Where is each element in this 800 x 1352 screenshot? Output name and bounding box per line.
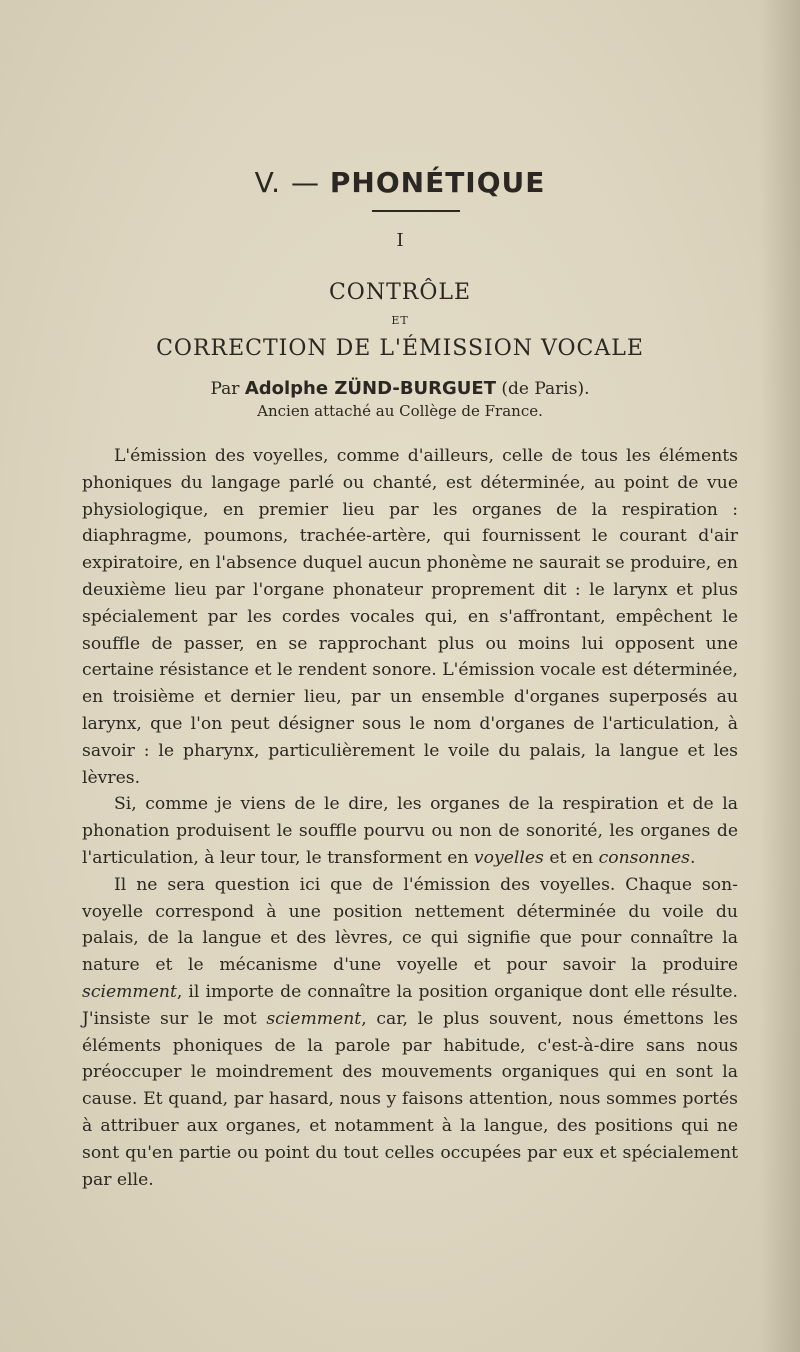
- term-sciemment-2: sciemment: [266, 1008, 362, 1029]
- paragraph-3-text-a: Il ne sera question ici que de l'émission des voyelles. Chaque son-voyelle correspond à une position nettement déterminée du voile du palais, de la langue et des lèvres, ce qui signifie que pour connaître la nature et le mécanisme d'une voyelle et pour savoir la produire: [82, 874, 738, 976]
- paragraph-3: [82, 872, 738, 1194]
- paragraph-2-text-a: Si, comme je viens de le dire, les organes de la respiration et de la phonation produisent le souffle pourvu ou non de sonorité, les organes de l'articulation, à leur tour, le transforment en: [82, 794, 738, 868]
- article-title-connector: ET: [391, 314, 409, 327]
- paragraph-3-text-b: , il importe de connaître la position organique dont elle résulte. J'insiste sur le mot: [82, 981, 738, 1029]
- term-voyelles: voyelles: [473, 847, 544, 868]
- byline: [0, 378, 800, 399]
- byline-suffix: (de Paris).: [501, 379, 590, 399]
- byline-prefix: Par: [210, 379, 240, 399]
- heading-rule: [372, 210, 460, 212]
- article-body: [82, 443, 738, 1193]
- term-sciemment-1: sciemment: [82, 981, 177, 1002]
- article-title-line2: CORRECTION DE L'ÉMISSION VOCALE: [156, 336, 644, 361]
- section-heading: [0, 166, 800, 199]
- page-edge-shadow: [760, 0, 800, 1352]
- author-name: Adolphe ZÜND-BURGUET: [244, 378, 496, 399]
- paragraph-1: L'émission des voyelles, comme d'ailleurs, celle de tous les éléments phoniques du langage parlé ou chanté, est déterminée, au point de vue physiologique, en premier lieu par les organes de la respiration : diaphragme, poumons, trachée-artère, qui fournissent le courant d'air expiratoire, en l'absence duquel aucun phonème ne saurait se produire, en deuxième lieu par l'organe phonateur proprement dit : le larynx et plus spécialement par les cordes vocales qui, en s'affrontant, empêchent le souffle de passer, en se rapprochant plus ou moins lui opposent une certaine résistance et le rendent sonore. L'émission vocale est déterminée, en troisième et dernier lieu, par un ensemble d'organes superposés au larynx, que l'on peut désigner sous le nom d'organes de l'articulation, à savoir : le pharynx, particulièrement le voile du palais, la langue et les lèvres.: [82, 446, 738, 788]
- paragraph-3-text-c: , car, le plus souvent, nous émettons les éléments phoniques de la parole par habitude, c'est-à-dire sans nous préoccuper le moindrement des mouvements organiques qui en sont la cause. Et quand, par hasard, nous y faisons attention, nous sommes portés à attribuer aux organes, et notamment à la langue, des positions qui ne sont qu'en partie ou point du tout celles occupées par eux et spécialement par elle.: [82, 1008, 738, 1190]
- chapter-numeral: I: [396, 230, 404, 251]
- author-affiliation: Ancien attaché au Collège de France.: [257, 402, 543, 420]
- section-number: V. —: [254, 166, 320, 199]
- article-title-line1: CONTRÔLE: [328, 280, 472, 305]
- paragraph-2: [82, 791, 738, 871]
- term-consonnes: consonnes: [598, 847, 690, 868]
- paragraph-2-text-c: .: [689, 847, 696, 868]
- section-title: PHONÉTIQUE: [329, 166, 546, 199]
- paragraph-2-text-b: et en: [549, 847, 594, 868]
